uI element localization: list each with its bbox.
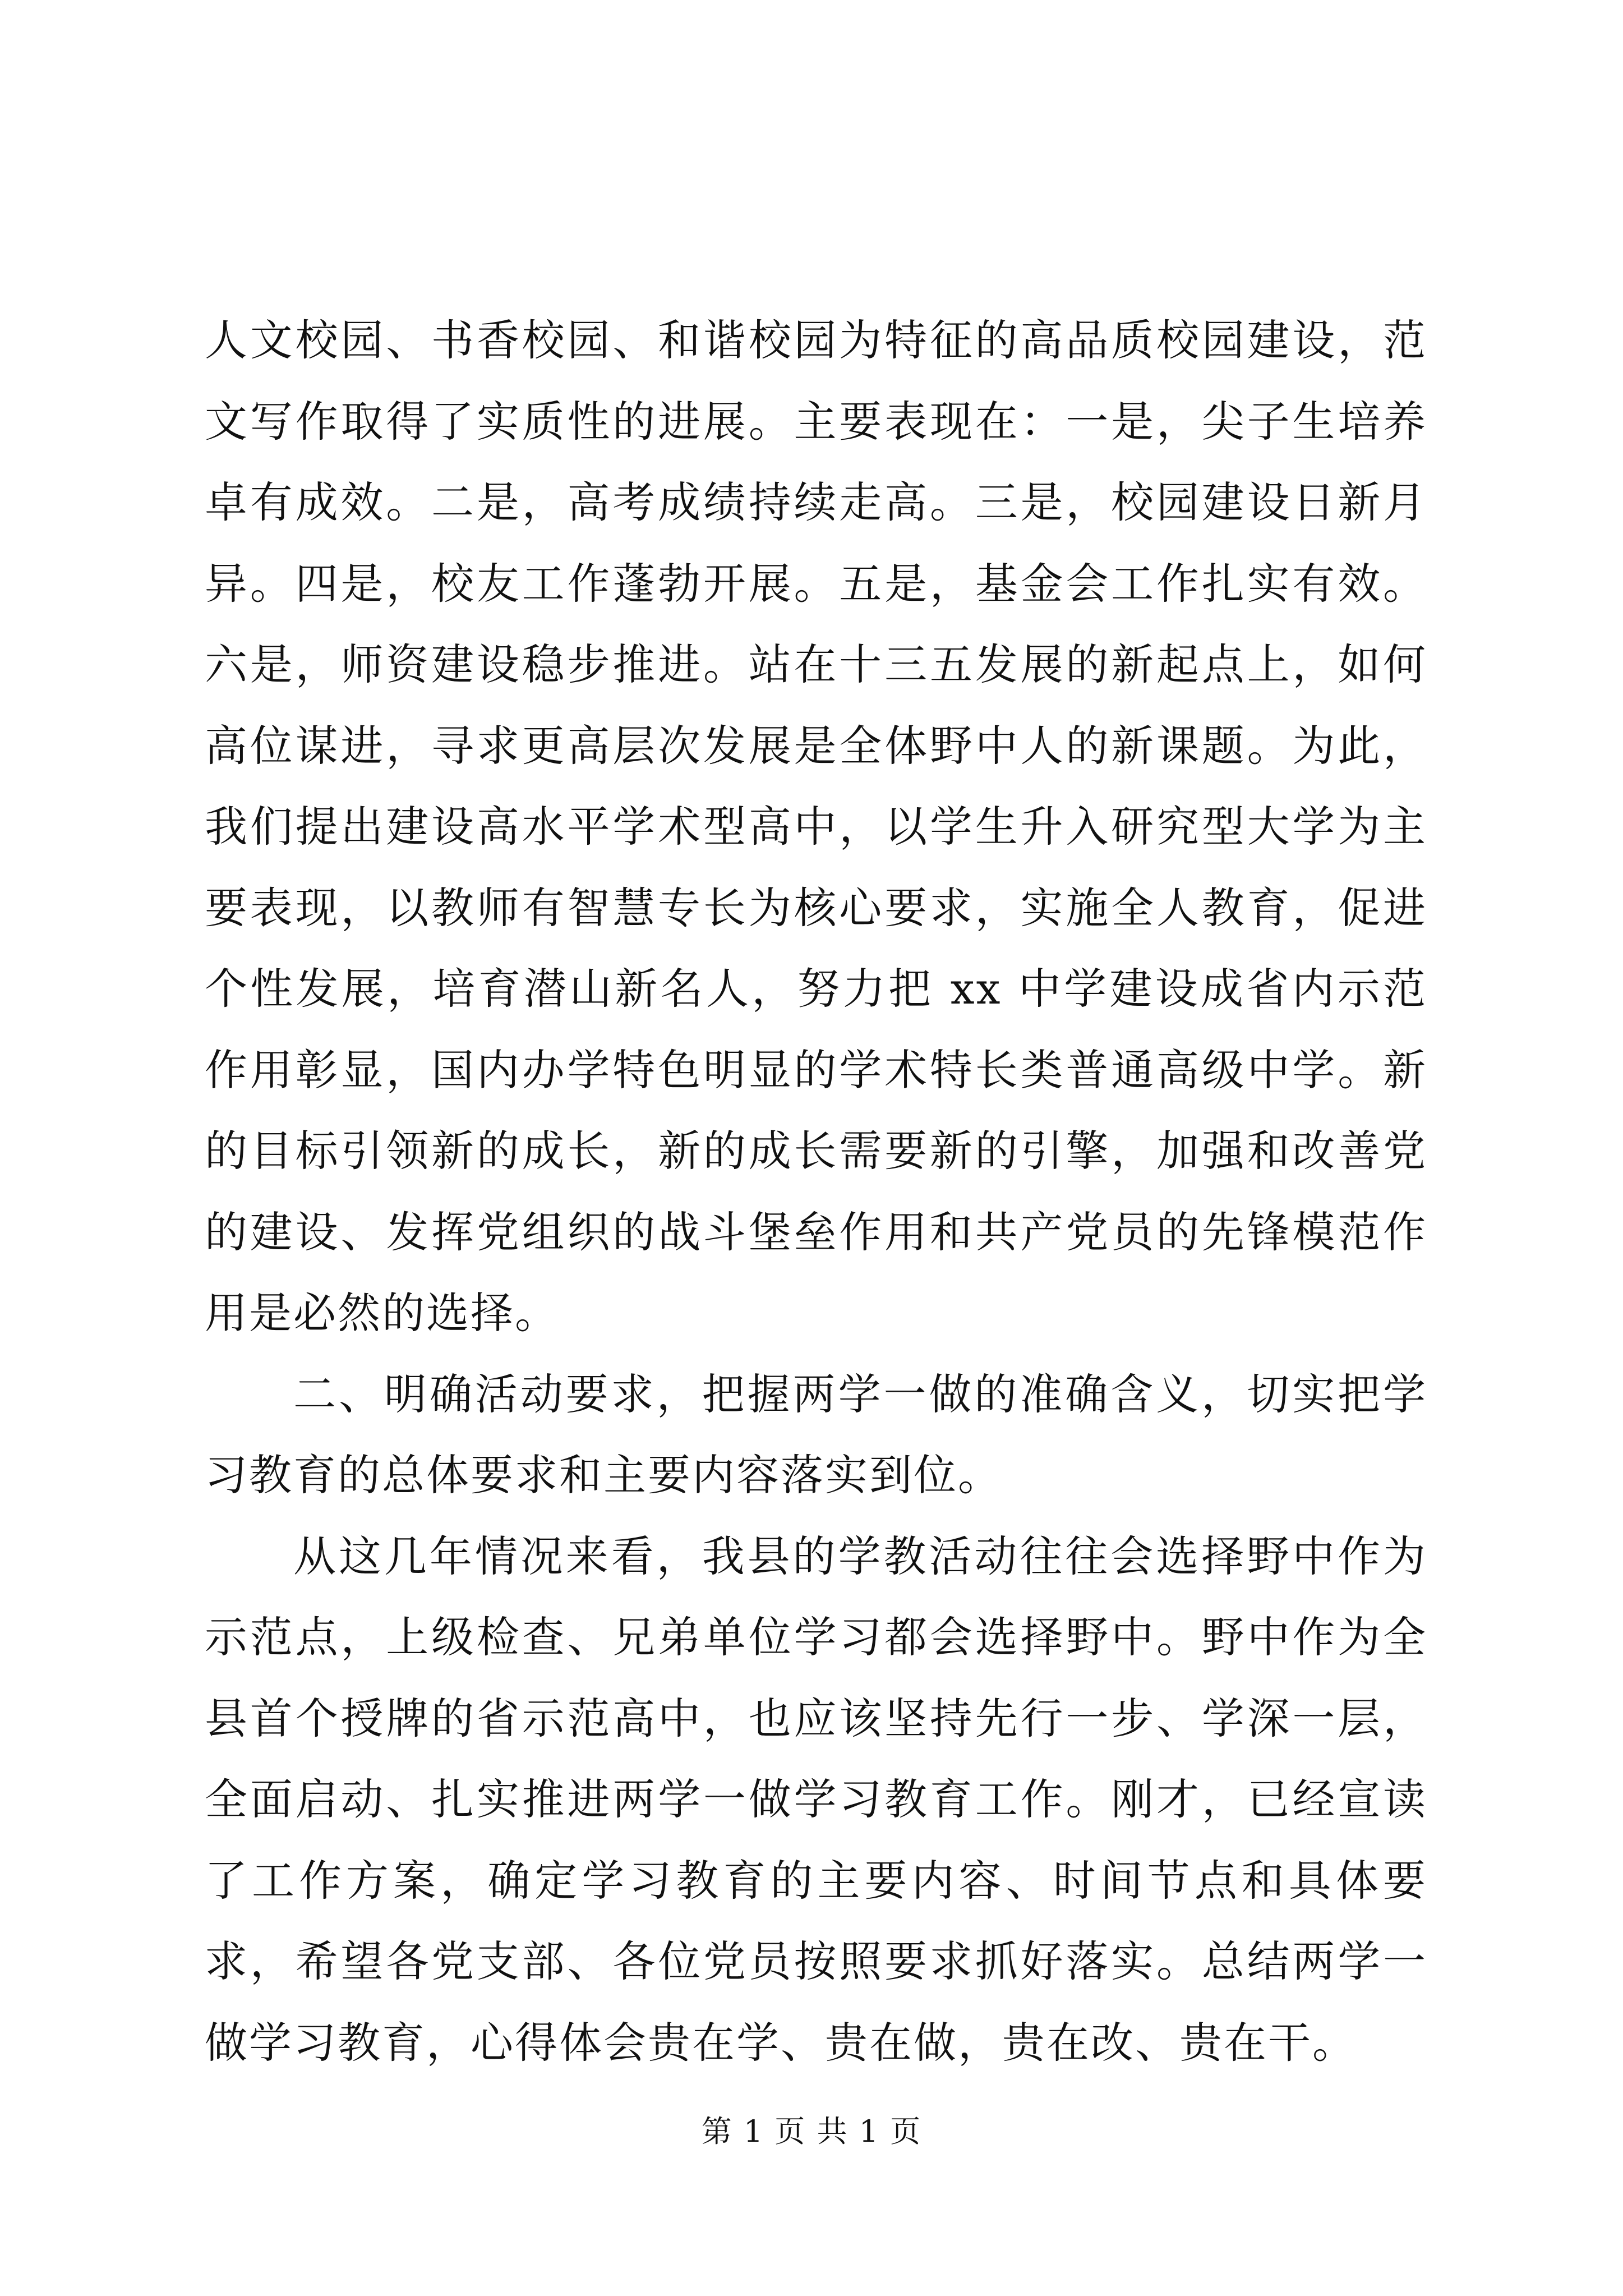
paragraph-2: 二、明确活动要求，把握两学一做的准确含义，切实把学习教育的总体要求和主要内容落实到位。: [205, 1369, 1427, 1500]
document-body: [205, 300, 1427, 2083]
paragraph-3: 从这几年情况来看，我县的学教活动往往会选择野中作为示范点，上级检查、兄弟单位学习都会选择野中。野中作为全县首个授牌的省示范高中，也应该坚持先行一步、学深一层，全面启动、扎实推进两学一做学习教育工作。刚才，已经宣读了工作方案，确定学习教育的主要内容、时间节点和具体要求，希望各党支部、各位党员按照要求抓好落实。总结两学一做学习教育，心得体会贵在学、贵在做，贵在改、贵在干。: [205, 1531, 1427, 2068]
paragraph-1: 人文校园、书香校园、和谐校园为特征的高品质校园建设，范文写作取得了实质性的进展。主要表现在：一是，尖子生培养卓有成效。二是，高考成绩持续走高。三是，校园建设日新月异。四是，校友工作蓬勃开展。五是，基金会工作扎实有效。六是，师资建设稳步推进。站在十三五发展的新起点上，如何高位谋进，寻求更高层次发展是全体野中人的新课题。为此，我们提出建设高水平学术型高中，以学生升入研究型大学为主要表现，以教师有智慧专长为核心要求，实施全人教育，促进个性发展，培育潜山新名人，努力把 xx 中学建设成省内示范作用彰显，国内办学特色明显的学术特长类普通高级中学。新的目标引领新的成长，新的成长需要新的引擎，加强和改善党的建设、发挥党组织的战斗堡垒作用和共产党员的先锋模范作用是必然的选择。: [205, 315, 1427, 1338]
page-footer: 第 1 页 共 1 页: [701, 2114, 922, 2149]
